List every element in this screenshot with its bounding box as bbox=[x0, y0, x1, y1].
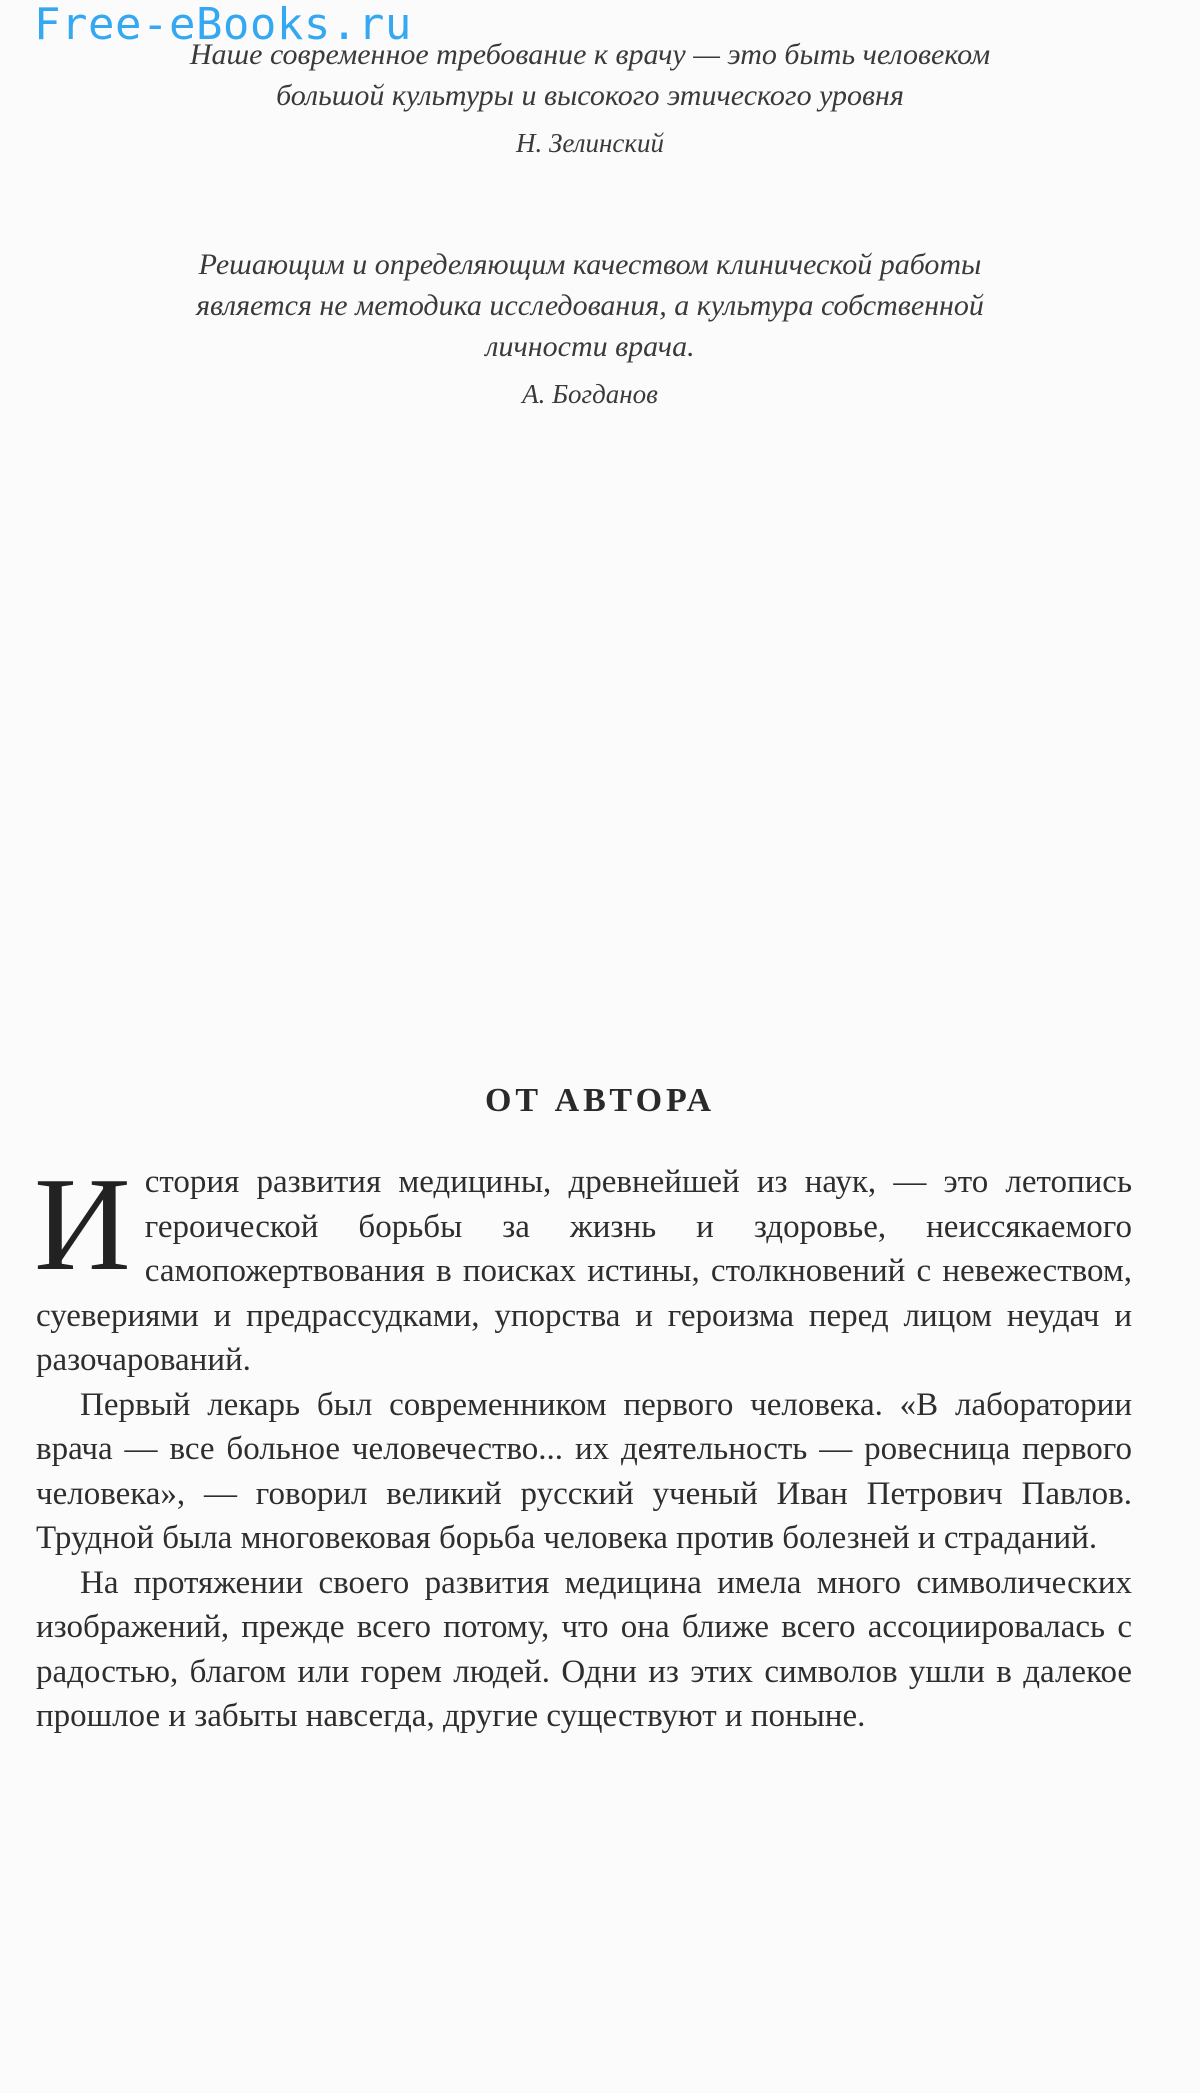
paragraph-2 bbox=[36, 1383, 1132, 1561]
epigraph-2-author: А. Богданов bbox=[522, 379, 658, 409]
epigraph-2 bbox=[180, 244, 1000, 410]
paragraph-1 bbox=[34, 1150, 1132, 1383]
paragraph-3 bbox=[36, 1561, 1132, 1739]
epigraph-1-author: Н. Зелинский bbox=[516, 128, 664, 158]
site-watermark: Free-eBooks.ru bbox=[34, 0, 412, 50]
epigraph-1-text: Наше современное требование к врачу — это быть человеком большой культуры и высокого этического уровня bbox=[189, 38, 991, 112]
paragraph-3-text: На протяжении своего развития медицина имела много символических изображений, прежде всего потому, что она ближе всего ассоциировалась с радостью, благом или горем людей. Одни из этих символов ушли в далекое прошлое и забыты навсегда, другие существуют и поныне. bbox=[36, 1564, 1132, 1734]
paragraph-1-text: стория развития медицины, древнейшей из наук, — это летопись героической борьбы за жизнь и здоровье, неиссякаемого самопожертвования в поисках истины, столкновений с невежеством, суевериями и предрассудками, упорства и героизма перед лицом неудач и разочарований. bbox=[36, 1164, 1132, 1378]
epigraph-1 bbox=[180, 34, 1000, 159]
paragraph-2-text: Первый лекарь был современником первого человека. «В лаборатории врача — все больное человечество... их деятельность — ровесница первого человека», — говорил великий русский ученый Иван Петрович Павлов. Трудной была многовековая борьба человека против болезней и страданий. bbox=[36, 1386, 1132, 1556]
chapter-title: ОТ АВТОРА bbox=[484, 1082, 716, 1119]
drop-cap: И bbox=[34, 1150, 131, 1298]
chapter-body bbox=[34, 1150, 1132, 1739]
epigraph-2-text: Решающим и определяющим качеством клинической работы является не методика исследования, а культура собственной личности врача. bbox=[196, 248, 984, 363]
